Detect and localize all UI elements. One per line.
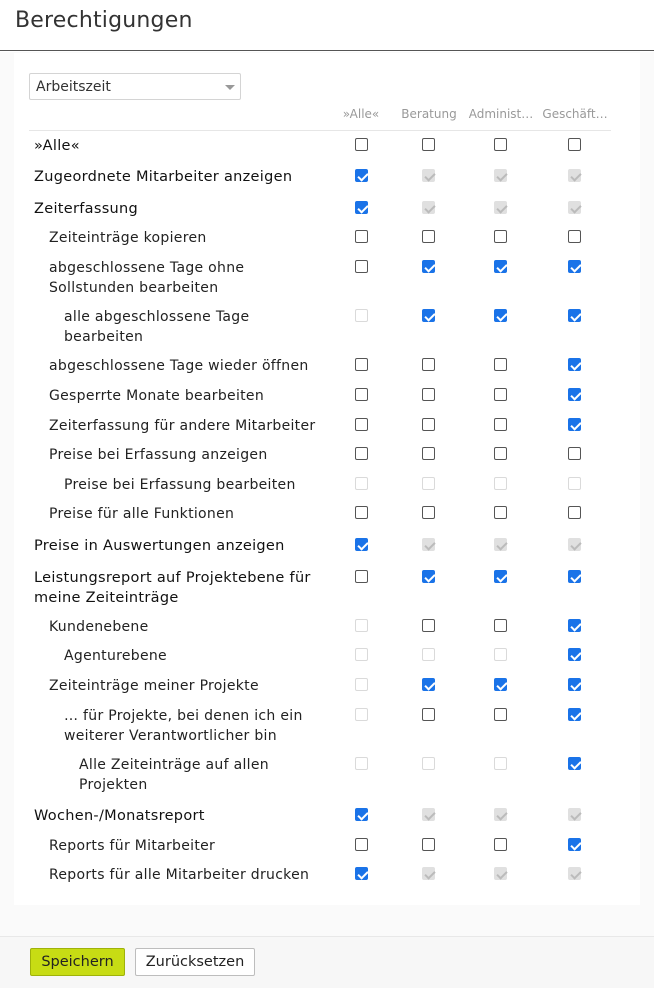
permission-checkbox [355, 477, 368, 490]
permission-checkbox[interactable] [355, 138, 368, 151]
permission-label: Kundenebene [49, 619, 149, 635]
permission-checkbox [422, 808, 435, 821]
chevron-down-icon [225, 85, 235, 90]
permission-checkbox[interactable] [494, 570, 507, 583]
permission-checkbox[interactable] [355, 169, 368, 182]
page-header [0, 0, 654, 51]
permission-checkbox[interactable] [355, 867, 368, 880]
permission-checkbox[interactable] [494, 138, 507, 151]
permission-checkbox[interactable] [568, 388, 581, 401]
permission-checkbox [568, 538, 581, 551]
permission-checkbox [422, 477, 435, 490]
permission-checkbox[interactable] [568, 757, 581, 770]
permission-checkbox[interactable] [494, 506, 507, 519]
page-title: Berechtigungen [15, 8, 193, 33]
permission-checkbox[interactable] [422, 309, 435, 322]
permission-checkbox[interactable] [355, 838, 368, 851]
permission-label: Zeiterfassung [34, 201, 139, 217]
save-button[interactable]: Speichern [30, 948, 125, 976]
permission-label: Preise bei Erfassung bearbeiten [64, 477, 296, 493]
permission-checkbox [355, 619, 368, 632]
permission-checkbox[interactable] [568, 418, 581, 431]
permission-checkbox[interactable] [494, 838, 507, 851]
permission-checkbox[interactable] [422, 678, 435, 691]
permission-checkbox [355, 648, 368, 661]
permission-checkbox [494, 169, 507, 182]
permission-checkbox [494, 538, 507, 551]
permission-label: Zeiteinträge meiner Projekte [49, 678, 259, 694]
permission-checkbox [422, 538, 435, 551]
permission-checkbox [568, 169, 581, 182]
permission-checkbox[interactable] [422, 358, 435, 371]
permission-checkbox [494, 808, 507, 821]
permission-label: Gesperrte Monate bearbeiten [49, 388, 265, 404]
permission-checkbox[interactable] [568, 648, 581, 661]
permission-checkbox [494, 201, 507, 214]
permission-checkbox [355, 757, 368, 770]
permission-checkbox[interactable] [494, 418, 507, 431]
permission-label: Preise bei Erfassung anzeigen [49, 447, 268, 463]
permission-checkbox[interactable] [568, 619, 581, 632]
permission-checkbox[interactable] [494, 708, 507, 721]
header-divider [29, 130, 611, 131]
permission-checkbox[interactable] [494, 309, 507, 322]
permission-checkbox[interactable] [494, 260, 507, 273]
permission-checkbox [355, 309, 368, 322]
column-header-alle: »Alle« [342, 107, 380, 121]
permission-checkbox[interactable] [355, 447, 368, 460]
permission-checkbox[interactable] [568, 708, 581, 721]
permission-checkbox[interactable] [355, 201, 368, 214]
permission-label: abgeschlossene Tage wieder öffnen [49, 358, 309, 374]
permission-checkbox[interactable] [422, 260, 435, 273]
permission-checkbox[interactable] [568, 838, 581, 851]
permission-checkbox [422, 648, 435, 661]
permission-checkbox[interactable] [355, 506, 368, 519]
permission-label: Zugeordnete Mitarbeiter anzeigen [34, 169, 293, 185]
permission-label: Reports für Mitarbeiter [49, 838, 216, 854]
permission-checkbox [422, 169, 435, 182]
category-select-value: Arbeitszeit [36, 79, 111, 95]
permission-checkbox [494, 757, 507, 770]
permission-checkbox[interactable] [494, 388, 507, 401]
permission-checkbox[interactable] [355, 418, 368, 431]
permission-checkbox[interactable] [355, 538, 368, 551]
permission-checkbox[interactable] [494, 447, 507, 460]
permission-label: Agenturebene [64, 648, 167, 664]
permission-checkbox[interactable] [568, 309, 581, 322]
permission-checkbox[interactable] [494, 619, 507, 632]
permission-checkbox[interactable] [422, 418, 435, 431]
permission-checkbox [568, 201, 581, 214]
permission-label: Preise für alle Funktionen [49, 506, 235, 522]
reset-button[interactable]: Zurücksetzen [135, 948, 255, 976]
permission-label: … für Projekte, bei denen ich ein weiterer Verantwortlicher bin [64, 708, 303, 744]
permission-checkbox[interactable] [568, 358, 581, 371]
permission-checkbox [422, 757, 435, 770]
permission-checkbox[interactable] [355, 230, 368, 243]
permission-checkbox[interactable] [568, 447, 581, 460]
permission-checkbox[interactable] [422, 447, 435, 460]
permission-checkbox[interactable] [422, 138, 435, 151]
permission-checkbox[interactable] [422, 619, 435, 632]
permission-checkbox [355, 708, 368, 721]
permission-checkbox [568, 867, 581, 880]
permission-checkbox[interactable] [355, 570, 368, 583]
column-header-administration: Administ… [468, 107, 534, 121]
permission-label: Zeiterfassung für andere Mitarbeiter [49, 418, 316, 434]
permission-checkbox [568, 477, 581, 490]
permission-checkbox[interactable] [355, 808, 368, 821]
permission-label: alle abgeschlossene Tage bearbeiten [64, 309, 250, 345]
column-header-beratung: Beratung [401, 107, 457, 121]
permission-checkbox[interactable] [355, 260, 368, 273]
category-select[interactable] [29, 73, 241, 100]
permission-checkbox [494, 477, 507, 490]
permission-checkbox[interactable] [568, 230, 581, 243]
permission-checkbox[interactable] [568, 678, 581, 691]
column-header-geschaeftsfuehrung: Geschäft… [542, 107, 608, 121]
permission-checkbox[interactable] [355, 388, 368, 401]
permission-label: Preise in Auswertungen anzeigen [34, 538, 285, 554]
permission-checkbox [494, 867, 507, 880]
permission-checkbox[interactable] [422, 708, 435, 721]
permission-checkbox[interactable] [422, 230, 435, 243]
permission-label: Wochen-/Monatsreport [34, 808, 205, 824]
permission-checkbox [568, 808, 581, 821]
permission-checkbox[interactable] [494, 678, 507, 691]
permission-checkbox[interactable] [494, 358, 507, 371]
permission-label: abgeschlossene Tage ohne Sollstunden bearbeiten [49, 260, 245, 296]
permission-checkbox[interactable] [422, 506, 435, 519]
permission-label: Alle Zeiteinträge auf allen Projekten [79, 757, 269, 793]
permission-checkbox[interactable] [568, 260, 581, 273]
permission-label: Leistungsreport auf Projektebene für meine Zeiteinträge [34, 570, 311, 606]
permission-checkbox [494, 648, 507, 661]
permission-checkbox[interactable] [355, 358, 368, 371]
permission-checkbox[interactable] [422, 388, 435, 401]
permission-checkbox [422, 867, 435, 880]
permission-label: Reports für alle Mitarbeiter drucken [49, 867, 310, 883]
permission-checkbox [355, 678, 368, 691]
permission-label: »Alle« [34, 138, 80, 154]
permission-checkbox [422, 201, 435, 214]
permission-checkbox[interactable] [422, 838, 435, 851]
permission-checkbox[interactable] [568, 506, 581, 519]
permission-label: Zeiteinträge kopieren [49, 230, 207, 246]
permission-checkbox[interactable] [494, 230, 507, 243]
permission-checkbox[interactable] [568, 570, 581, 583]
permission-checkbox[interactable] [422, 570, 435, 583]
permission-checkbox[interactable] [568, 138, 581, 151]
